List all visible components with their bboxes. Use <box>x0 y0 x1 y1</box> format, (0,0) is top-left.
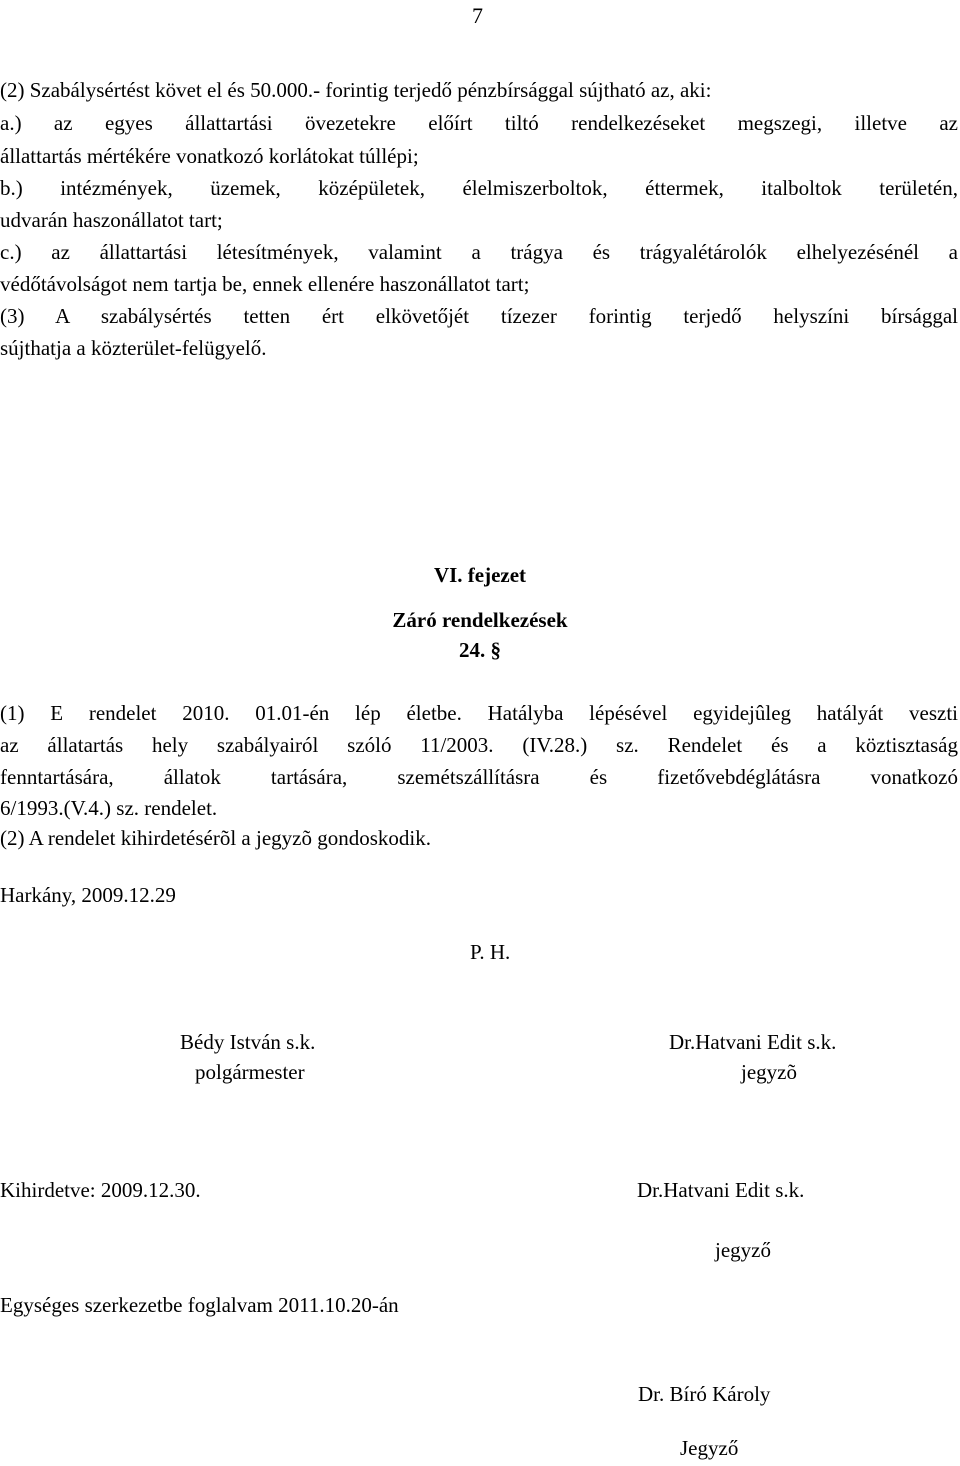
consolidation-signer-title: Jegyző <box>680 1436 739 1460</box>
promulgation-signer-title: jegyző <box>715 1238 771 1262</box>
text-line: védőtávolságot nem tartja be, ennek ellenére haszonállatot tart; <box>0 272 530 296</box>
text-line: állattartás mértékére vonatkozó korlátokat túllépi; <box>0 144 419 168</box>
consolidation-text: Egységes szerkezetbe foglalvam 2011.10.20-án <box>0 1293 399 1317</box>
place-date: Harkány, 2009.12.29 <box>0 883 176 907</box>
text-line: 6/1993.(V.4.) sz. rendelet. <box>0 796 218 820</box>
seal-mark: P. H. <box>470 940 511 964</box>
text-line: sújthatja a közterület-felügyelő. <box>0 336 267 360</box>
text-line: fenntartására, állatok tartására, szemétszállításra és fizetővebdéglátásra vonatkozó <box>0 765 958 789</box>
consolidation-signer-name: Dr. Bíró Károly <box>638 1382 771 1406</box>
promulgation-label: Kihirdetve: 2009.12.30. <box>0 1178 201 1202</box>
text-line: c.) az állattartási létesítmények, valamint a trágya és trágyalétárolók elhelyezésénél a <box>0 240 958 264</box>
notary-name: Dr.Hatvani Edit s.k. <box>669 1030 837 1054</box>
text-line: (2) A rendelet kihirdetésérõl a jegyzõ gondoskodik. <box>0 826 431 850</box>
section-number-value: 24. <box>459 638 486 662</box>
mayor-title: polgármester <box>195 1060 305 1084</box>
chapter-subtitle: Záró rendelkezések <box>392 608 568 632</box>
page-number: 7 <box>472 3 483 28</box>
text-line: b.) intézmények, üzemek, középületek, élelmiszerboltok, éttermek, italboltok területén, <box>0 176 958 200</box>
text-line: az állatartás hely szabályairól szóló 11/2003. (IV.28.) sz. Rendelet és a köztisztaság <box>0 733 958 757</box>
text-line: a.) az egyes állattartási övezetekre előírt tiltó rendelkezéseket megszegi, illetve az <box>0 111 958 135</box>
promulgation-signer-name: Dr.Hatvani Edit s.k. <box>637 1178 805 1202</box>
chapter-title: VI. fejezet <box>433 563 527 587</box>
text-line: (2) Szabálysértést követ el és 50.000.- forintig terjedő pénzbírsággal sújtható az, aki: <box>0 78 712 102</box>
section-number <box>0 640 960 661</box>
section-sign: § <box>490 638 501 662</box>
text-line: udvarán haszonállatot tart; <box>0 208 223 232</box>
notary-title: jegyzõ <box>741 1060 797 1084</box>
text-line: (3) A szabálysértés tetten ért elkövetőjét tízezer forintig terjedő helyszíni bírsággal <box>0 304 958 328</box>
text-line: (1) E rendelet 2010. 01.01-én lép életbe. Hatályba lépésével egyidejûleg hatályát veszti <box>0 701 958 725</box>
mayor-name: Bédy István s.k. <box>180 1030 316 1054</box>
